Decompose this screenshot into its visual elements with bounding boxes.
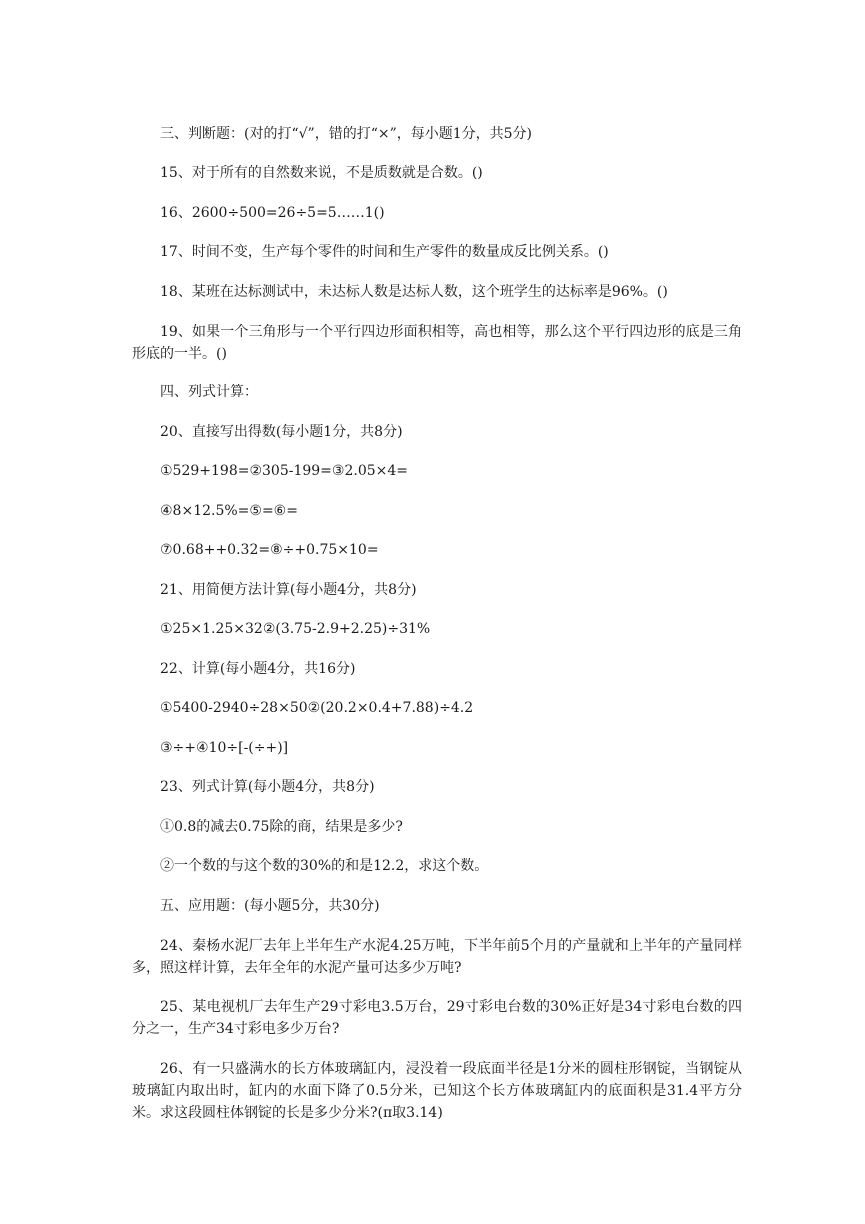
section-4-heading: 四、列式计算： — [160, 384, 258, 400]
question-21-title: 21、用简便方法计算(每小题4分，共8分) — [160, 582, 417, 598]
question-24: 24、秦杨水泥厂去年上半年生产水泥4.25万吨，下半年前5个月的产量就和上半年的产量同样多，照这样计算，去年全年的水泥产量可达多少万吨? — [132, 938, 742, 976]
question-19: 19、如果一个三角形与一个平行四边形面积相等，高也相等，那么这个平行四边形的底是三角形底的一半。() — [132, 324, 742, 362]
question-26: 26、有一只盛满水的长方体玻璃缸内，浸没着一段底面半径是1分米的圆柱形钢锭，当钢锭从玻璃缸内取出时，缸内的水面下降了0.5分米，已知这个长方体玻璃缸内的底面积是31.4平方分米。求这段圆柱体钢锭的长是多少分米?(π取3.14) — [132, 1061, 742, 1121]
section-5-heading: 五、应用题：(每小题5分，共30分) — [160, 898, 380, 914]
question-15: 15、对于所有的自然数来说，不是质数就是合数。() — [160, 165, 483, 181]
question-25: 25、某电视机厂去年生产29寸彩电3.5万台，29寸彩电台数的30%正好是34寸彩电台数的四分之一，生产34寸彩电多少万台? — [132, 999, 742, 1037]
question-23-line-1: ①0.8的减去0.75除的商，结果是多少? — [160, 819, 403, 835]
question-23-line-2: ②一个数的与这个数的30%的和是12.2，求这个数。 — [160, 858, 489, 874]
question-22-line-1: ①5400-2940÷28×50②(20.2×0.4+7.88)÷4.2 — [160, 700, 474, 716]
question-16: 16、2600÷500=26÷5=5……1() — [160, 205, 385, 221]
question-20-title: 20、直接写出得数(每小题1分，共8分) — [160, 424, 403, 440]
question-21-line-1: ①25×1.25×32②(3.75-2.9+2.25)÷31% — [160, 621, 431, 637]
question-17: 17、时间不变，生产每个零件的时间和生产零件的数量成反比例关系。() — [160, 244, 609, 260]
question-20-line-2: ④8×12.5%=⑤=⑥= — [160, 503, 298, 519]
question-22-title: 22、计算(每小题4分，共16分) — [160, 661, 356, 677]
section-3-heading: 三、判断题：(对的打“√”，错的打“×”，每小题1分，共5分) — [160, 126, 533, 142]
question-23-title: 23、列式计算(每小题4分，共8分) — [160, 779, 375, 795]
question-18: 18、某班在达标测试中，未达标人数是达标人数，这个班学生的达标率是96%。() — [160, 284, 668, 300]
question-20-line-3: ⑦0.68++0.32=⑧÷+0.75×10= — [160, 542, 379, 558]
question-22-line-2: ③÷+④10÷[-(÷+)] — [160, 740, 289, 756]
question-20-line-1: ①529+198=②305-199=③2.05×4= — [160, 463, 409, 479]
